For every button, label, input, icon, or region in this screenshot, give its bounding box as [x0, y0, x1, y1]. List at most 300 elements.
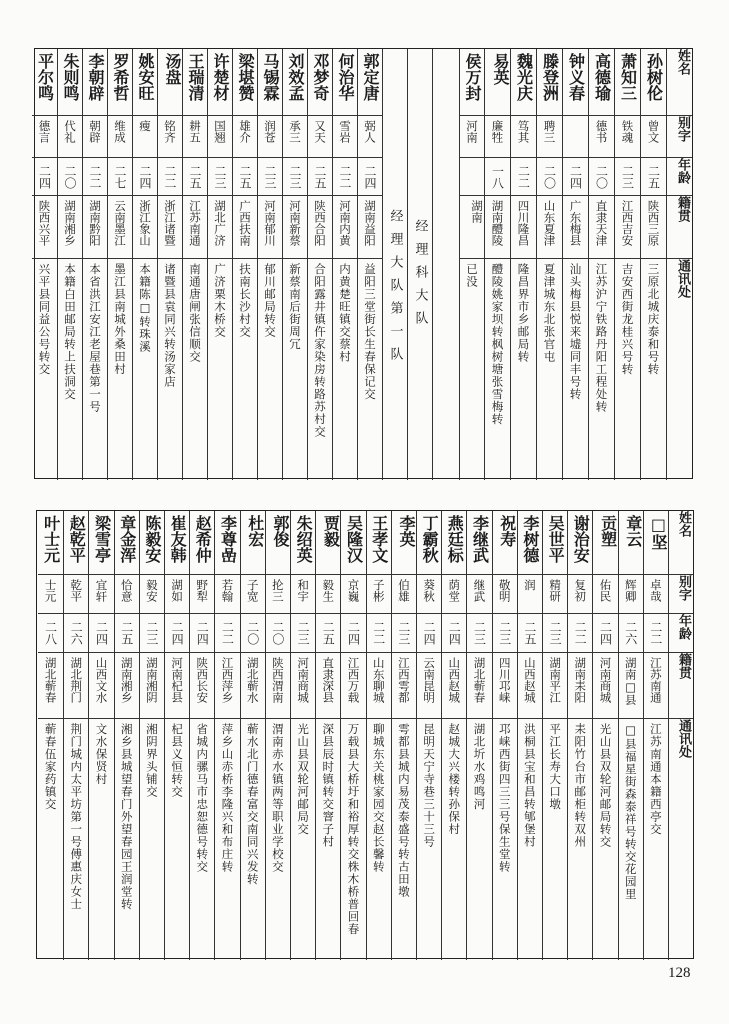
cell-age-text: 二六	[69, 621, 84, 645]
cell-name-text: 滕登洲	[540, 53, 560, 101]
cell-courtesy	[182, 116, 207, 158]
cell-age-text: 二四	[94, 621, 109, 645]
cell-age	[542, 614, 567, 653]
header-age-text: 年龄	[676, 614, 691, 640]
cell-native	[307, 196, 332, 259]
cell-address-text: 聊城东关桃家园交赵长馨转	[371, 723, 386, 873]
cell-age	[562, 158, 588, 196]
cell-courtesy-text: 敬明	[497, 579, 512, 602]
cell-name	[643, 511, 668, 575]
roster-table-upper	[34, 48, 693, 479]
cell-address-text: 隆昌界市乡邮局转	[516, 263, 531, 363]
cell-name	[340, 511, 365, 575]
cell-courtesy	[340, 575, 365, 614]
cell-address	[567, 719, 592, 960]
cell-name	[107, 49, 132, 116]
cell-native-text: 江西吉安	[620, 200, 635, 246]
cell-native-text: 湖南湘乡	[119, 657, 134, 703]
cell-age	[107, 158, 132, 196]
cell-age-text: 二二	[648, 621, 663, 645]
header-name-text: 姓名	[675, 49, 690, 75]
cell-native	[441, 653, 466, 719]
cell-name-text: 吴隆汉	[344, 515, 364, 563]
cell-address-text: 本省洪江安江老屋巷第一号	[88, 263, 102, 413]
cell-courtesy-text: 雄介	[238, 120, 252, 143]
cell-address-text: 本籍陈□转珠溪	[138, 263, 152, 353]
cell-native-text: 湖北蕲春	[472, 657, 487, 703]
cell-courtesy-text: 毅生	[321, 579, 336, 602]
cell-age	[139, 614, 164, 653]
cell-courtesy-text: 和宇	[296, 579, 311, 602]
cell-address	[332, 259, 357, 480]
cell-native	[107, 196, 132, 259]
cell-age	[282, 158, 307, 196]
cell-address-text: 赵城大兴楼转孙保村	[447, 723, 462, 836]
cell-name	[588, 49, 614, 116]
cell-address-text: 三原北城庆泰和号转	[646, 263, 661, 376]
cell-courtesy-text: 复初	[573, 579, 588, 602]
cell-age	[567, 614, 592, 653]
cell-courtesy	[157, 116, 182, 158]
cell-address	[189, 719, 214, 960]
cell-native-text: 云南墨江	[113, 200, 127, 246]
cell-address	[114, 719, 139, 960]
cell-courtesy	[567, 575, 592, 614]
cell-courtesy-text: 聘三	[542, 120, 557, 143]
cell-age-text: 二四	[195, 621, 210, 645]
cell-address	[542, 719, 567, 960]
cell-age	[484, 158, 510, 196]
cell-address-text: 邛崃西街四三三号保生堂转	[497, 723, 512, 873]
header-native	[666, 196, 692, 259]
cell-age	[492, 614, 517, 653]
cell-age-text: 二四	[598, 621, 613, 645]
cell-name-text: 李树德	[520, 515, 540, 563]
cell-courtesy-text: 乾平	[69, 579, 84, 602]
cell-courtesy-text: 承三	[288, 120, 302, 143]
cell-native	[63, 653, 88, 719]
cell-native-text: 湖南□县	[623, 657, 638, 706]
cell-native	[536, 196, 562, 259]
cell-age-text: 二三	[144, 621, 159, 645]
cell-courtesy	[114, 575, 139, 614]
cell-name-text: 章金浑	[117, 515, 137, 563]
cell-courtesy	[257, 116, 282, 158]
cell-age-text: 二四	[363, 164, 377, 189]
cell-courtesy	[643, 575, 668, 614]
cell-address-text: 汕头梅县悦来墟同丰号转	[568, 263, 583, 401]
cell-native	[57, 196, 82, 259]
cell-address	[88, 719, 113, 960]
cell-address	[492, 719, 517, 960]
header-native-text: 籍贯	[676, 653, 691, 679]
cell-age	[536, 158, 562, 196]
cell-name-text: 魏光庆	[514, 53, 534, 101]
header-courtesy-text: 别字	[676, 575, 691, 601]
cell-name-text: 易英	[491, 53, 510, 85]
cell-address	[265, 719, 290, 960]
cell-age-text: 二三	[213, 164, 227, 189]
cell-native	[164, 653, 189, 719]
cell-name	[466, 511, 491, 575]
cell-name-text: 章云	[623, 515, 643, 547]
cell-address	[484, 259, 510, 480]
cell-age-text: 二三	[263, 164, 277, 189]
cell-age	[332, 158, 357, 196]
cell-age-text: 二三	[548, 621, 563, 645]
cell-address-text: 已没	[465, 263, 479, 288]
roster-table-lower	[36, 510, 694, 959]
cell-address-text: 诸暨县袁同兴转汤家店	[163, 263, 177, 388]
cell-native	[614, 196, 640, 259]
cell-name	[189, 511, 214, 575]
cell-age	[88, 614, 113, 653]
cell-age	[517, 614, 542, 653]
cell-native	[290, 653, 315, 719]
cell-address	[232, 259, 257, 480]
page-number: 128	[668, 965, 691, 981]
cell-address-text: 夏津城东北张官屯	[542, 263, 557, 363]
cell-age	[307, 158, 332, 196]
cell-name-text: 贡塑	[598, 515, 618, 547]
cell-courtesy	[366, 575, 391, 614]
cell-age-text: 二四	[568, 164, 583, 189]
cell-native-text: 山东聊城	[371, 657, 386, 703]
cell-name	[282, 49, 307, 116]
cell-name-text: 叶士元	[41, 515, 61, 563]
cell-native-text: 湖北广济	[213, 200, 227, 246]
cell-name	[157, 49, 182, 116]
cell-name-text: 李继武	[470, 515, 490, 563]
cell-name-text: 孙树伦	[644, 53, 664, 101]
cell-age	[366, 614, 391, 653]
cell-courtesy	[332, 116, 357, 158]
cell-native-text: 湖南黔阳	[88, 200, 102, 246]
cell-name-text: 郭俊	[270, 515, 290, 547]
cell-age	[441, 614, 466, 653]
cell-name-text: 李尊嵒	[218, 515, 238, 563]
cell-address-text: 雩都县城内易茂泰盛号转古田墩	[396, 723, 411, 898]
cell-age	[232, 158, 257, 196]
cell-courtesy-text: 德言	[37, 120, 52, 143]
cell-age	[459, 158, 484, 196]
cell-name-text: 王孝文	[369, 515, 389, 563]
cell-native	[484, 196, 510, 259]
section-label-text: 经理科大队	[412, 219, 428, 334]
cell-age-text: 二四	[447, 621, 462, 645]
cell-address	[164, 719, 189, 960]
cell-courtesy	[315, 575, 340, 614]
cell-courtesy-text: 荫堂	[447, 579, 462, 602]
cell-age-text: 二〇	[594, 164, 609, 189]
header-age-text: 年龄	[675, 158, 690, 184]
cell-age-text: 二三	[620, 164, 635, 189]
cell-courtesy-text: 廉牲	[490, 120, 505, 143]
cell-name	[640, 49, 666, 116]
cell-native-text: 浙江象山	[138, 200, 152, 246]
cell-courtesy	[484, 116, 510, 158]
cell-address	[466, 719, 491, 960]
cell-address	[562, 259, 588, 480]
cell-courtesy-text: 国翘	[213, 120, 227, 143]
cell-native	[391, 653, 416, 719]
cell-age-text: 二五	[238, 164, 252, 189]
cell-native-text: 河南新蔡	[288, 200, 302, 246]
cell-address-text: 本籍白田邮局转上扶洞交	[63, 263, 77, 401]
cell-address-text: 扶南长沙村交	[238, 263, 252, 338]
cell-address	[510, 259, 536, 480]
cell-name	[114, 511, 139, 575]
cell-courtesy	[592, 575, 617, 614]
cell-courtesy-text: 卓哉	[648, 579, 663, 602]
cell-courtesy	[562, 116, 588, 158]
cell-name	[459, 49, 484, 116]
cell-native	[315, 653, 340, 719]
cell-address-text: □县福星街森泰祥号转交花园里	[623, 723, 638, 901]
cell-age	[618, 614, 643, 653]
cell-courtesy	[88, 575, 113, 614]
cell-address-text: 江苏南通本籍西亭交	[648, 723, 663, 836]
header-courtesy-text: 别字	[675, 116, 690, 142]
cell-age	[340, 614, 365, 653]
cell-courtesy-text: 维成	[113, 120, 127, 143]
cell-name	[492, 511, 517, 575]
cell-age	[592, 614, 617, 653]
cell-name	[391, 511, 416, 575]
header-courtesy	[666, 116, 692, 158]
cell-name-text: 邓梦奇	[311, 53, 330, 101]
cell-name-text: 贾毅	[321, 515, 341, 547]
cell-address	[240, 719, 265, 960]
cell-courtesy-text: 继武	[472, 579, 487, 602]
cell-age	[63, 614, 88, 653]
cell-courtesy	[536, 116, 562, 158]
cell-native-text: 云南昆明	[422, 657, 437, 703]
cell-courtesy	[265, 575, 290, 614]
cell-courtesy	[357, 116, 382, 158]
cell-native	[643, 653, 668, 719]
header-native-text: 籍贯	[675, 196, 690, 222]
cell-name	[232, 49, 257, 116]
cell-native	[510, 196, 536, 259]
cell-address-text: 益阳三堂街长生春保记交	[363, 263, 377, 401]
cell-name-text: 杜宏	[245, 515, 265, 547]
cell-native-text: 陕西三原	[646, 200, 661, 246]
cell-name	[332, 49, 357, 116]
cell-native-text: 河南商城	[296, 657, 311, 703]
cell-address	[592, 719, 617, 960]
cell-native	[88, 653, 113, 719]
cell-courtesy	[32, 116, 57, 158]
cell-courtesy	[416, 575, 441, 614]
cell-name	[484, 49, 510, 116]
cell-native-text: 山东夏津	[542, 200, 557, 246]
cell-native	[232, 196, 257, 259]
cell-native	[214, 653, 239, 719]
cell-name	[614, 49, 640, 116]
cell-address-text: 平江长寿大口墩	[548, 723, 563, 811]
cell-name	[290, 511, 315, 575]
cell-native	[82, 196, 107, 259]
cell-name-text: 侯万封	[463, 53, 482, 101]
cell-name	[32, 49, 57, 116]
cell-name	[618, 511, 643, 575]
cell-age-text: 二〇	[245, 621, 260, 645]
cell-courtesy	[614, 116, 640, 158]
cell-native	[366, 653, 391, 719]
cell-native-text: 河南商城	[598, 657, 613, 703]
cell-native	[257, 196, 282, 259]
cell-courtesy	[164, 575, 189, 614]
cell-name-text: 罗希哲	[111, 53, 130, 101]
cell-native	[357, 196, 382, 259]
cell-age	[416, 614, 441, 653]
cell-native	[139, 653, 164, 719]
cell-native	[492, 653, 517, 719]
cell-name-text: 刘效孟	[286, 53, 305, 101]
cell-age-text: 二二	[338, 164, 352, 189]
cell-name-text: 钟义春	[566, 53, 586, 101]
cell-native-text: 河南内黄	[338, 200, 352, 246]
cell-courtesy-text: 若翰	[220, 579, 235, 602]
cell-native	[592, 653, 617, 719]
cell-native	[265, 653, 290, 719]
cell-native-text: 四川邛崃	[497, 657, 512, 703]
cell-address	[441, 719, 466, 960]
cell-address-text: 合阳露井镇仵家染房转路苏村交	[313, 263, 327, 438]
cell-courtesy-text: 湖如	[170, 579, 185, 602]
cell-courtesy-text: 恰意	[119, 579, 134, 602]
cell-age	[182, 158, 207, 196]
cell-courtesy	[282, 116, 307, 158]
cell-native	[240, 653, 265, 719]
cell-name-text: 陈毅安	[142, 515, 162, 563]
cell-native-text: 湖北荆门	[69, 657, 84, 703]
cell-address-text: 新蔡南后街周冗	[288, 263, 302, 351]
cell-age	[164, 614, 189, 653]
cell-native-text: 湖南耒阳	[573, 657, 588, 703]
cell-address-text: 蕲春伍家药镇交	[43, 723, 58, 811]
cell-address	[340, 719, 365, 960]
cell-name-text: 祝寿	[497, 515, 517, 547]
cell-address	[63, 719, 88, 960]
cell-age	[82, 158, 107, 196]
cell-name-text: 郭定唐	[361, 53, 380, 101]
cell-name-text: 何治华	[336, 53, 355, 101]
cell-courtesy	[640, 116, 666, 158]
cell-name-text: 汤盘	[163, 53, 182, 85]
cell-courtesy-text: 京巍	[346, 579, 361, 602]
cell-courtesy	[618, 575, 643, 614]
cell-name-text: 朱绍英	[294, 515, 314, 563]
cell-native	[562, 196, 588, 259]
cell-native-text: 广东梅县	[568, 200, 583, 246]
header-age	[668, 614, 693, 653]
cell-native-text: 陕西兴平	[37, 200, 52, 246]
cell-address	[107, 259, 132, 480]
cell-address	[357, 259, 382, 480]
cell-address-text: 光山县双轮河邮局转交	[598, 723, 613, 848]
cell-name-text: 吴世平	[546, 515, 566, 563]
cell-native	[588, 196, 614, 259]
cell-address-text: 湖北圻水鸡鸣河	[472, 723, 487, 811]
cell-address-text: 洪桐县宝和昌转郇堡村	[522, 723, 537, 848]
cell-address-text: 杞县义恒转交	[170, 723, 185, 798]
cell-native	[282, 196, 307, 259]
header-age	[666, 158, 692, 196]
header-native	[668, 653, 693, 719]
cell-address-text: 江苏沪宁铁路丹阳工程处转	[594, 263, 609, 413]
cell-courtesy	[207, 116, 232, 158]
cell-age-text: 二四	[346, 621, 361, 645]
cell-native	[207, 196, 232, 259]
cell-courtesy	[240, 575, 265, 614]
cell-name	[88, 511, 113, 575]
cell-address	[214, 719, 239, 960]
cell-name	[542, 511, 567, 575]
cell-address	[643, 719, 668, 960]
cell-name	[517, 511, 542, 575]
cell-age-text: 二六	[623, 621, 638, 645]
cell-native-text: 河南郁川	[263, 200, 277, 246]
cell-address-text: 文水保贤村	[94, 723, 109, 786]
cell-courtesy-text: 瘦	[138, 120, 152, 132]
cell-age	[315, 614, 340, 653]
cell-native-text: 湖南湘阴	[144, 657, 159, 703]
cell-address	[38, 719, 63, 960]
cell-native	[114, 653, 139, 719]
cell-native	[340, 653, 365, 719]
cell-courtesy	[510, 116, 536, 158]
cell-native-text: 直隶天津	[594, 200, 609, 246]
cell-name-text: 赵希仲	[193, 515, 213, 563]
cell-native	[542, 653, 567, 719]
cell-native	[466, 653, 491, 719]
cell-name	[63, 511, 88, 575]
cell-name	[182, 49, 207, 116]
cell-courtesy-text: 精研	[548, 579, 563, 602]
cell-native	[157, 196, 182, 259]
cell-age	[588, 158, 614, 196]
cell-courtesy-text: 子彬	[371, 579, 386, 602]
cell-courtesy	[517, 575, 542, 614]
cell-age-text: 二二	[516, 164, 531, 189]
cell-address	[536, 259, 562, 480]
cell-native	[182, 196, 207, 259]
cell-name	[57, 49, 82, 116]
cell-courtesy	[38, 575, 63, 614]
cell-age-text: 二四	[170, 621, 185, 645]
cell-native	[332, 196, 357, 259]
cell-address-text: 耒阳竹台市邮柜转双州	[573, 723, 588, 848]
cell-courtesy	[588, 116, 614, 158]
cell-name-text: 许楚材	[211, 53, 230, 101]
cell-native	[32, 196, 57, 259]
cell-name-text: 崔友韩	[168, 515, 188, 563]
cell-name	[82, 49, 107, 116]
cell-courtesy-text: 润苍	[263, 120, 277, 143]
cell-name	[139, 511, 164, 575]
cell-address-text: 吉安西街龙桂兴号转	[620, 263, 635, 376]
cell-courtesy-text: 德书	[594, 120, 609, 143]
cell-address	[391, 719, 416, 960]
cell-name	[257, 49, 282, 116]
cell-address	[618, 719, 643, 960]
cell-native-text: 江西萍乡	[220, 657, 235, 703]
cell-address-text: 湘阴界头铺交	[144, 723, 159, 798]
cell-address-text: 广济栗木桥交	[213, 263, 227, 338]
cell-native-text: 江苏南通	[188, 200, 202, 246]
